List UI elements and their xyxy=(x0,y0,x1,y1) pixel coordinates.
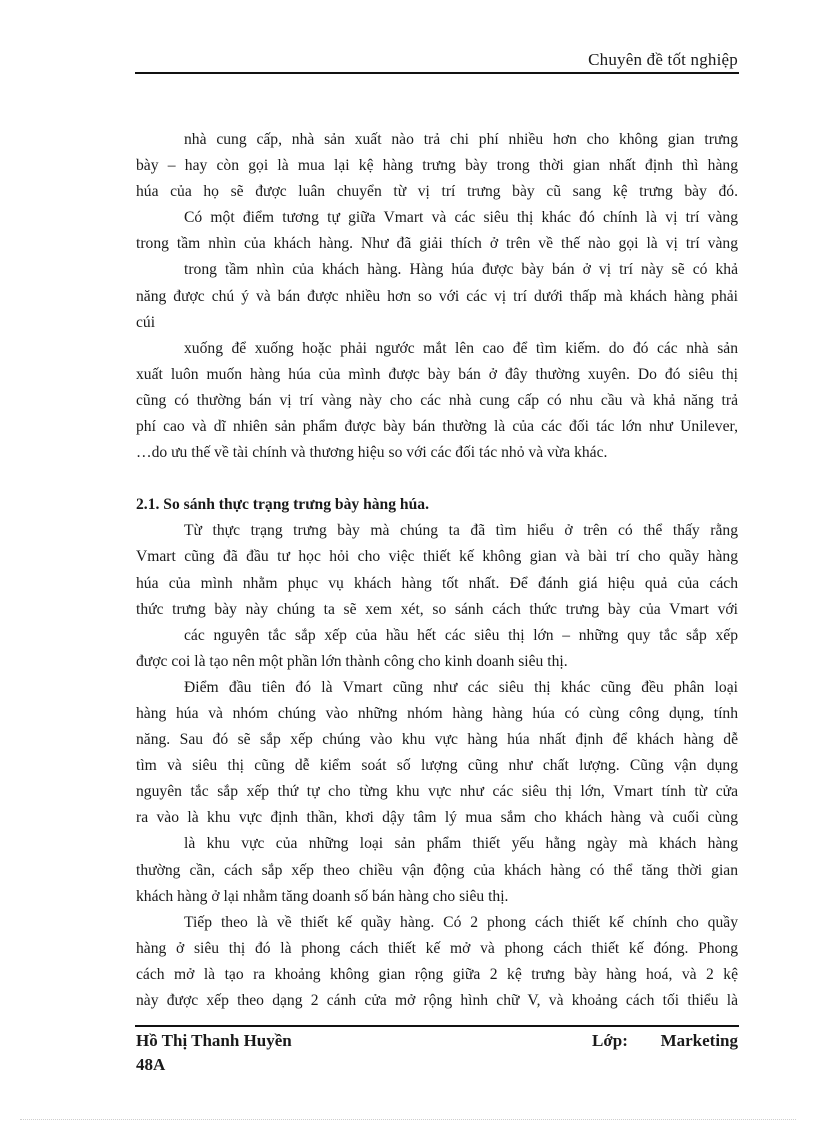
text-line: trong tầm nhìn của khách hàng. Như đã giải thích ở trên về thế nào gọi là vị trí vàng xyxy=(136,235,738,253)
text-line: năng được chú ý và bán được nhiều hơn so với các vị trí dưới thấp mà khách hàng phải xyxy=(136,287,738,305)
footer-class-label: Lớp: xyxy=(592,1031,628,1050)
text-line: tìm và siêu thị cũng dễ kiểm soát số lượng cũng như chất lượng. Cũng vận dụng xyxy=(136,757,738,775)
text-line: Tiếp theo là về thiết kế quầy hàng. Có 2 phong cách thiết kế chính cho quầy xyxy=(184,913,738,931)
text-line: húa của mình nhằm phục vụ khách hàng tốt nhất. Để đánh giá hiệu quả của cách xyxy=(136,574,738,592)
text-line: ra vào là khu vực định thần, khơi dậy tâm lý mua sắm cho khách hàng và cuối cùng xyxy=(136,809,738,827)
header-title: Chuyên đề tốt nghiệp xyxy=(588,50,738,69)
text-line: xuống để xuống hoặc phải ngước mắt lên cao để tìm kiếm. do đó các nhà sản xyxy=(184,339,738,357)
text-line: bày – hay còn gọi là mua lại kệ hàng trưng bày trong thời gian nhất định thì hàng xyxy=(136,157,738,175)
footer-class-major: Marketing xyxy=(660,1031,738,1050)
footer-class-code: 48A xyxy=(136,1055,166,1074)
text-line: nhà cung cấp, nhà sản xuất nào trả chi phí nhiều hơn cho không gian trưng xyxy=(184,131,738,148)
text-line: hàng húa và nhóm chúng vào những nhóm hàng hàng húa có cùng công dụng, tính xyxy=(136,704,738,722)
text-line: là khu vực của những loại sản phẩm thiết yếu hằng ngày mà khách hàng xyxy=(184,835,738,853)
text-line: Từ thực trạng trưng bày mà chúng ta đã tìm hiểu ở trên có thể thấy rằng xyxy=(184,522,738,540)
page-edge xyxy=(20,1119,796,1120)
text-line: thức trưng bày này chúng ta sẽ xem xét, so sánh cách thức trưng bày của Vmart với xyxy=(136,600,738,618)
text-line: phí cao và dĩ nhiên sản phẩm được bày bán thường là của các đối tác lớn như Unilever, xyxy=(136,418,738,436)
text-line: húa của họ sẽ được luân chuyển từ vị trí trưng bày cũ sang kệ trưng bày đó. xyxy=(136,183,738,201)
paragraph-gap xyxy=(136,466,738,492)
document-body xyxy=(136,127,738,1014)
text-line: …do ưu thế về tài chính và thương hiệu so với các đối tác nhỏ và vừa khác. xyxy=(136,444,608,462)
text-line: năng. Sau đó sẽ sắp xếp chúng vào khu vực hàng húa nhất định để khách hàng dễ xyxy=(136,731,738,749)
text-line: xuất luôn muốn hàng húa của mình được bày bán ở đây thường xuyên. Do đó siêu thị xyxy=(136,365,738,383)
footer-author: Hồ Thị Thanh Huyền xyxy=(136,1031,292,1050)
text-line: Có một điểm tương tự giữa Vmart và các siêu thị khác đó chính là vị trí vàng xyxy=(184,209,738,227)
text-line: thường cần, cách sắp xếp theo chiều vận động của khách hàng có thể tăng thời gian xyxy=(136,861,738,879)
text-line: Điểm đầu tiên đó là Vmart cũng như các siêu thị khác cũng đều phân loại xyxy=(184,678,738,696)
text-line: các nguyên tắc sắp xếp của hầu hết các siêu thị lớn – những quy tắc sắp xếp xyxy=(184,626,738,644)
text-line: nguyên tắc sắp xếp thứ tự cho từng khu vực như các siêu thị lớn, Vmart tính từ cửa xyxy=(136,783,738,801)
section-heading: 2.1. So sánh thực trạng trưng bày hàng húa. xyxy=(136,496,429,514)
text-line: cúi xyxy=(136,313,156,331)
text-line: được coi là tạo nên một phần lớn thành công cho kinh doanh siêu thị. xyxy=(136,652,568,670)
text-line: cách mở là tạo ra khoảng không gian rộng giữa 2 kệ trưng bày hàng hoá, và 2 kệ xyxy=(136,965,738,983)
text-line: trong tầm nhìn của khách hàng. Hàng húa được bày bán ở vị trí này sẽ có khả xyxy=(184,261,738,279)
text-line: cũng có thường bán vị trí vàng này cho các nhà cung cấp có nhu cầu và khả năng trả xyxy=(136,391,738,409)
text-line: khách hàng ở lại nhằm tăng doanh số bán hàng cho siêu thị. xyxy=(136,887,509,905)
footer-rule xyxy=(135,1025,739,1027)
text-line: hàng ở siêu thị đó là phong cách thiết kế mở và phong cách thiết kế đóng. Phong xyxy=(136,939,738,957)
text-line: Vmart cũng đã đầu tư học hỏi cho việc thiết kế không gian và bài trí cho quầy hàng xyxy=(136,548,738,566)
header-rule xyxy=(135,72,739,74)
text-line: này được xếp theo dạng 2 cánh cửa mở rộng hình chữ V, và khoảng cách tối thiểu là xyxy=(136,992,738,1009)
